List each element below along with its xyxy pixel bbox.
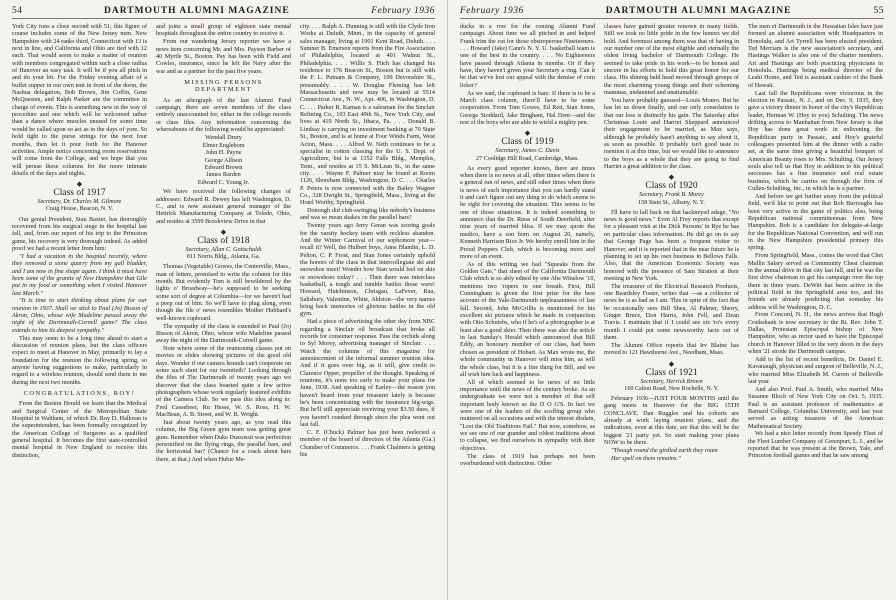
paragraph: I'll have to fall back on that hackneyed adage, "No news is good news." Even Al Frey reports that except for a pleasant visit at the Dick Parsons' in Rye he has no particular class information. He did go on to say that George Page has been a frequent visitor to Hanover, and it is reported that in the near future he is planning to set up his own business in Bellows Falls. Also, that the American Economic Society was honored with the presence of Sam Stratton at their meeting in New York. bbox=[604, 208, 739, 282]
subhead-congratulations: CONGRATULATIONS, ROY! bbox=[23, 390, 136, 398]
left-column-1 bbox=[12, 23, 147, 464]
paragraph: C. F. (Chuck) Palmer has just been reelected a member of the board of directors of the Atlanta (Ga.) Chamber of Commerce. . . . Frank Chalmers is getting his bbox=[300, 428, 435, 458]
section-title: Class of 1921 bbox=[645, 367, 698, 378]
right-column-2 bbox=[604, 23, 739, 468]
class-1920-header bbox=[604, 173, 739, 206]
class-1921-header bbox=[604, 360, 739, 393]
paragraph: Add to the list of recent benedicts, Dr. Daniel E. Kavanaugh, physician and surgeon of Belleville, N. J., who married Miss Elizabeth M. Curren of Belleville last year. bbox=[748, 355, 883, 385]
diamond-ornament-icon: ◆ bbox=[668, 359, 675, 368]
section-secretary: Secretary, Herrick Brown bbox=[640, 378, 703, 385]
quote: "I had a vacation in the hospital recently, where they removed a stone quarry from my gall bladder, and I am now in fine shape again. I think it must have been some of the granite of New Hampshire that Gile put in my food or something when I visited Hanover last March." bbox=[12, 252, 147, 297]
section-title: Class of 1917 bbox=[53, 188, 106, 199]
class-1918-header bbox=[156, 228, 291, 261]
paragraph: Donough did club-swinging like nobody's business and was so mean shakes on the parallel bars? bbox=[300, 207, 435, 222]
list-item: Edward Brown bbox=[204, 163, 243, 171]
page-number: 54 bbox=[12, 6, 23, 16]
section-secretary: Secretary, Frank B. Morey bbox=[639, 192, 704, 199]
paragraph: The Alumni Office reports that Irv Blaine has moved to 121 Hawthorne Ave., Needham, Mass. bbox=[604, 341, 739, 357]
paragraph: From the Boston Herald we learn that the Medical and Surgical Center of the Metropolitan State Hospital in Waltham, of which Dr. Roy D. Halloran is the superintendent, has been formally recognized by the American College of Surgeons as a qualified general hospital. It becomes the first state-controlled mental hospital in New England to receive this distinction, bbox=[12, 400, 147, 459]
paragraph: The class of 1919 has perhaps not been overburdened with distinction. Other bbox=[460, 452, 595, 467]
class-1917-header bbox=[12, 180, 147, 213]
paragraph: From our wandering Jersey reporter we have a news item concerning Mr. and Mrs. Payson Barber of 40 Myrtle St., Boston. Pay has been with Field and Cowles, insurance, since he left the Navy after the war and as a partner for the past five years. bbox=[156, 38, 291, 75]
paragraph: Note where some of the reunioning classes put on movies or slides showing pictures of the good old days. Wonder if our camera hounds can't cooperate on some such stunt for our twentieth? Looking through the files of The Dartmouth of twenty years ago we discover that the class boasted quite a few active photographers whose work regularly featured exhibits of the Camera Club. So we pass this idea along to: Fred Cassebeer, Ru Hesse, W. S. Ross, H. W. MacBean, A. B. Street, and W. B. Wright. bbox=[156, 345, 291, 419]
paragraph: The sympathy of the class is extended to Paul (Jo) Bisson of Akron, Ohio, whose wife Madeline passed away the night of the Dartmouth-Cornell game. bbox=[156, 322, 291, 345]
right-columns bbox=[460, 23, 884, 468]
paragraph: You have probably guessed—Louis Monro. But he has let us down finally, and our only consolation is that our loss is distinctly his gain. The Saturday after Christmas Louie and Harriet Sheppard announced their engagement to be married, as Max says, although he probably hasn't anything to say about it, as soon as possible. It probably isn't good taste to mention it at this time, but we would like to announce to the boys as a whole that they are going to find Harriet a great addition to the class. bbox=[604, 96, 739, 171]
section-address: 158 State St., Albany, N. Y. bbox=[638, 199, 705, 206]
running-title: DARTMOUTH ALUMNI MAGAZINE bbox=[605, 6, 792, 16]
paragraph: And before we get further away from the political field, we'd like to point out that Bob Burroughs has been very active in the game of politics also, being Republican national committeeman from New Hampshire. Bob is a candidate for delegate-at-large for the Republican National Convention, and will run in the New Hampshire presidential primary this spring. bbox=[748, 192, 883, 252]
paragraph: classes have gained greater renown in many fields. Still we took no little pride in the few honors we did hold. And foremost among them was that of having in our number one of the most eligible and eternally the oldest living bachelor of Dartmouth College. He seemed to take pride in his work—to be honest and sincere in his efforts to hold this great honor for our class. His shining bald head moved through groups of the most charming young things and their scheming mammas, undaunted and unattainable. bbox=[604, 23, 739, 97]
list-item: Elmer Englebom bbox=[202, 141, 245, 149]
left-columns bbox=[12, 23, 435, 464]
left-column-3 bbox=[300, 23, 435, 464]
quote: "It is time to start thinking about plans for our reunion in 1937. Shall we stick to Paul (Jo) Bisson of Akron, Ohio, whose wife Madeline passed away the night of the Dartmouth-Cornell game? The class extends to him its deepest sympathy." bbox=[12, 297, 147, 334]
diamond-ornament-icon: ◆ bbox=[524, 129, 531, 138]
page-number: 55 bbox=[873, 6, 884, 16]
running-head-left bbox=[12, 6, 435, 19]
paragraph: This may seem to be a long time ahead to start a discussion of reunion plans, but the class officers expect to meet at Hanover in May, primarily to lay a foundation for the reunion the following spring, so anyone having suggestions to make, particularly in regard to a wireless reunion, should send them to me during the next two months. bbox=[12, 334, 147, 386]
right-column-1 bbox=[460, 23, 595, 468]
paragraph: February 1936—JUST FOUR MONTHS until the gang meets in Hanover for the BIG 15TH CONCLAVE. Dan Ruggles and his cohorts are already at work laying reunion plans, and the indications, even at this date, are that this will be the biggest '21 party yet. So start making your plans NOW to be there. bbox=[604, 395, 739, 447]
running-title: DARTMOUTH ALUMNI MAGAZINE bbox=[104, 6, 290, 16]
paragraph: Our genial President, Stan Baxter, has thoroughly recovered from his surgical siege in the hospital last fall, and, from our report of his trip to the Princeton game, his recovery is very thorough indeed. As added proof we had a recent letter from him: bbox=[12, 215, 147, 252]
section-secretary: Secretary, Dr. Charles M. Gilmore bbox=[37, 199, 122, 206]
section-title: Class of 1920 bbox=[645, 181, 698, 192]
diamond-ornament-icon: ◆ bbox=[220, 227, 227, 236]
paragraph: We have received the following changes of addresses: Edward R. Dewey has left Washington, D. C., and is now assistant general manager of the Hettrick Manufacturing Company at Toledo, Ohio, and resides at 3599 Brookview Drive in that bbox=[156, 188, 291, 225]
section-address: Craig House, Beacon, N. Y. bbox=[45, 206, 114, 213]
right-column-3 bbox=[748, 23, 883, 468]
list-item: James Rarden bbox=[206, 171, 241, 179]
section-address: 27 Coolidge Hill Road, Cambridge, Mass. bbox=[476, 155, 579, 162]
paragraph: Twenty years ago Jerry Geran was scoring goals for the varsity hockey team with reckless abandon. And the Winter Carnival of our sophomore year—recall it? Well, the Hulbert boys, Anne Blandin, L. D. Pelton, C. P. Frost, and Stan Jones certainly uphold the honors of the class in that intercollegiate ski and snowshoe meet! Wonder how Stan would feel on skis or snowshoes today? . . . Then there was interclass basketball, a tough and tumble battles those were! Howard, Hutchinson, Chrisgau, LaFever, Rau, Salisbury, Valentine, White, Aldston—the very names bring back memories of glorious battles in the old gym. bbox=[300, 222, 435, 318]
paragraph: Just about twenty years ago, as you read this column, the Big Green gym team was getting great guns. Remember when Duke Dussossit was perfection personified on the flying rings, the parallel bars, and the horizontal bar? (Chance for a crack about bars there, at that.) And when Hubie Me- bbox=[156, 419, 291, 463]
paragraph: From Springfield, Mass., comes the word that Chet Mullin Salary served as Community Chest chairman in the annual drive in that city last fall, and he was the first drive chairman to get his campaign over the top there in three years. DeWitt has been active in the political field in the Springfield area too, and his friends are already predicting that someday his address will be Washington, D. C. bbox=[748, 252, 883, 311]
list-item: George Allison bbox=[204, 156, 243, 164]
subhead-missing-persons: MISSING PERSONS DEPARTMENT bbox=[184, 78, 263, 94]
paragraph: and joins a small group of eighteen state mental hospitals throughout the entire country to receive it. bbox=[156, 23, 291, 38]
class-1919-header bbox=[460, 129, 595, 162]
section-address: 160 Calton Road, New Rochelle, N. Y. bbox=[624, 385, 719, 392]
section-title: Class of 1918 bbox=[197, 235, 250, 246]
paragraph: Last fall the Republicans were victorious in the election in Passaic, N. J., and on Dec. 9, 1935, they gave a victory dinner in honor of the city's Republican leader, Herman W. (Hoy to you) Schulting. The news drifting across to Manhattan from New Jersey is that Hoy has done great work in enlivening the Republican party in Passaic, and Hoy's grateful colleagues presented him at the dinner with a radio set, at the same time giving a beautiful bouquet of American Beauty roses to Mrs. Schulting. Our Jersey souls also tell us that Hoy in addition to his political successes has a fine insurance and real estate business, which he carries on through the firm of Cullen-Schulting, Inc., in which he is a partner. bbox=[748, 89, 883, 193]
paragraph: ducks in a row for the coming Alumni Fund campaign. About time we all pitched in and helped Frank trim the cut for those obstreperous Nineteeners. . . . Howard (Jake) Cann's N. Y. U. basketball team is one of the best in the country. . . . No Eighteeners have passed through Atlanta in months. Or if they have, they haven't given your Secretary a ring. Can it be that we've lost our appeal with the demise of corn licker? bbox=[460, 23, 595, 89]
left-column-2 bbox=[156, 23, 291, 464]
missing-names-list bbox=[156, 134, 291, 186]
diamond-ornament-icon: ◆ bbox=[76, 180, 83, 189]
paragraph: All of which seemed to be news of no little importance until the news of the century broke. As an undergraduate we were not a member of that self important body known as the D O G'S. In fact we were one of the leaders of the scoffing group who muttered on all occasions and with the utmost disdain, "Lest the Old Traditions Fail." But now, somehow, as we see one of our grander and oldest traditions about to collapse, we find ourselves in sympathy with their objectives. bbox=[460, 378, 595, 452]
running-date: February 1936 bbox=[371, 6, 435, 16]
paragraph: From Concord, N. H., the news arrives that Hugh Cruikshank is now secretary to the Rt. Rev. John T. Dallas, Protestant Episcopal bishop of New Hampshire, who as rector used to have the Episcopal church in Hanover filled to the very doors in the days when '21 strode the Dartmouth campus. bbox=[748, 311, 883, 356]
paragraph: Thomas (Vegetable) Gowes, the Centerville, Mass., man of letters, promised to write the column for this month. But evidently Tom is still bewildered by the lights o' Broadway—he's supposed to be seeking some sort of degree at Columbia—for we haven't had a peep out of him. So we'll have to plug along, even though the file o' news resembles Mother Hubbard's well-known cupboard. bbox=[156, 263, 291, 322]
list-item: John H. Payne bbox=[205, 149, 242, 157]
paragraph: As every good reporter knows, there are times when there is no news at all, other times when there is a general run of news, and still other times when there is news of such importance that you can hardly stand it and can't figure out any thing to do which seems to be right for covering the situation. This seems to be one of those situations. It is indeed something to announce that the Dr. Riess of South Deerfield, after nine years of married bliss. If we may quote the medico, have a son born on August 20, namely, Kenneth Harrison Rice Jr. We hereby enroll him in the Proud Poppers Club, which is becoming more and more of an event. bbox=[460, 164, 595, 260]
paragraph: As we said, the cupboard is bare. If there is to be a March class column, there'll have to be some cooperation. From Tom Gowes, Ed Reit, Stan Jones, George Stoddard, Jake Bingham, Hal Dent—and the rest of the boys who are able to wield a mighty pen. bbox=[460, 89, 595, 126]
paragraph: As an aftergraph of the last Alumni Fund campaign, there are seven members of the class entirely unaccounted for, either in the college records or class files. Any information concerning the whereabouts of the following would be appreciated: bbox=[156, 96, 291, 133]
paragraph: York City runs a close second with 51; this figure of course includes some of the New Jersey men. New Hampshire with 24 ranks third, Connecticut with 13 is next in line, and California and Ohio are tied with 12 each. That would seem to make a matter of reunion with members congregated within such a close radius of Hanover an easy task. It will be if you all pitch in and do your bit. For the Friday evening affair of a buffet supper in our own tent in front of the dorm, the Nashua delegation, Bob Brown, Jim Coffin, Gene McQuesten, and Ralph Parker are the committee in charge of events. This is something new in the way of procedure and one which will be welcomed rather than a dance where muscles unused for some time would be called upon so act as in the days of yore. So hold tight to the purse strings for the next four months, then let it pour forth for the Hanover activities. Ample notice concerning room reservations will come from the College, and we hope that you will peruse these columns for the more intimate details of the days and nights. bbox=[12, 23, 147, 177]
right-page bbox=[448, 0, 896, 600]
section-title: Class of 1919 bbox=[501, 137, 554, 148]
section-secretary: Secretary, James C. Davis bbox=[495, 148, 560, 155]
running-date: February 1936 bbox=[460, 6, 524, 16]
quote: Her spell on them remains." bbox=[611, 454, 681, 462]
paragraph: And also Prof. Paul A. Smith, who married Miss Susanne Bloch of New York City on Oct. 5, 1935. Paul is an assistant professor of mathematics at Barnard College, Columbia University, and last year served as acting treasurer of the American Mathematical Society. bbox=[748, 385, 883, 430]
diamond-ornament-icon: ◆ bbox=[668, 173, 675, 182]
paragraph: city. . . . Ralph A. Dunning is still with the Clyde Iron Works at Duluth, Minn., in the capacity of general sales manager, living at 1901 Kent Road, Duluth. . . . Sumner B. Emerson reports from the Fire Association of Philadelphia, located at 401 Walnut St., Philadelphia. . . . Willis S. Fitch has changed his residence to 176 Beacon St., Boston but is still with the F. L. Putnam & Company, 199 Devonshire St., presumably. . . . W. Douglas Fleming has left Massachusetts and now may be located at 5514 Connecticut Ave., N. W., Apt. 406, in Washington, D. C. . . . Parker R. Kaman is a salesman for the Sinclair Refining Co., 103 East 49th St., New York City, and lives at 419 North St., Ithaca, Pa. . . . Donald B. Lindsay is carrying on investment banking at 70 State St., Boston, and is at home at Four Winds Farm, West Acton, Mass. . . . Alfred W. Neth continues to be a specialist in cotton classing for the U. S. Dept. of Agriculture, but is at 1352 Falls Bldg., Memphis, Tenn., and resides at 15 S. McLean St., in the same city. . . . Wayne F. Palmer may be found at Room 1126, Shoreham Bldg., Washington, D. C. . . . Charles P. Peters is now connected with the Bailey Wagner Co., 328 Dwight St., Springfield, Mass., living at the Hotel Worthy, Springfield. bbox=[300, 23, 435, 207]
section-secretary: Secretary, Allan C. Gottschaldt bbox=[185, 246, 262, 253]
quote: "Though round the girdled earth they roam bbox=[611, 446, 718, 454]
paragraph: The men of Dartmouth in the Hawaiian Isles have just formed an alumni association with Headquarters in Honolulu, and Art Tyrrell has been elected president. Ted Merriam is the new association's secretary, and Hastings Walker is also one of the charter members. Art and Hastings are both practicing physicians in Honolulu. Hastings being medical director of the Leahi Home, and Ted is assistant cashier of the Bank of Hawaii. bbox=[748, 23, 883, 89]
paragraph: We had a nice letter recently from Speedy Fleet of the Fleet Lumber Company of Greenport, L. I., and he reported that he was present at the Brown, Yale, and Princeton football games and that he saw among bbox=[748, 430, 883, 460]
section-address: 811 Norris Bldg., Atlanta, Ga. bbox=[186, 254, 261, 261]
list-item: Edward C. Young Jr. bbox=[197, 178, 250, 186]
paragraph: Had a piece of advertising the other day from NBC regarding a Sinclair oil broadcast that broke all records for consumer response. Pass the orchids along to Syl Morey, advertising manager of Sinclair. . . . Watch the columns of this magazine for announcement of the informal summer reunion idea. And if it goes over big, as it will, give credit to Clarence Opper, propeller of the thought. Speaking of reunions, it's none too early to make your plans for June, 1938. And speaking of Earley—the reason you haven't heard from your treasurer lately is because he's been concentrating with the insurance big-wigs. But he'll still appreciate receiving your $3.50 dues, if you haven't cranked through since the plea went out last fall. bbox=[300, 318, 435, 429]
paragraph: The treasurer of the Electrical Research Products, one Beardsley Foster, writes that —as a collector of news he is as bad as I am. This in spite of the fact that he occasionally sees Bill Shea, Al Palmer, Sherry, Ginger Bruce, Don Harris, John Fell, and Dean Travis. I maintain that if I could see six 'ro's every month I could put some newsworthy facts out of them. bbox=[604, 282, 739, 342]
paragraph: As of this writing we had "Squeaks from the Golden Gate," that sheet of the California Dartmouth Club which is so ably edited by one Abe Winslow '10, mentions two 'ropers in one breath. First, Bill Cunningham is given the first prize for the best account of the Yale-Dartmouth unpleasantness of last fall. Second, John McGrillis is mentioned for his excellent ski pictures which he made in conjunction with Otto Schniebs, who if he's of a photographer is at least also a good skier. Then there was also the article in last Sunday's Herald which announced that Bill Eddy, an honorary member of our class, had been chosen as president of Hobart. As Max wrote me, the whole community in Hanover will miss him, as will the whole class, but it is a fine thing for Bill, and we all wish him luck and happiness. bbox=[460, 260, 595, 378]
list-item: Wendall Drury bbox=[205, 134, 242, 142]
running-head-right bbox=[460, 6, 884, 19]
